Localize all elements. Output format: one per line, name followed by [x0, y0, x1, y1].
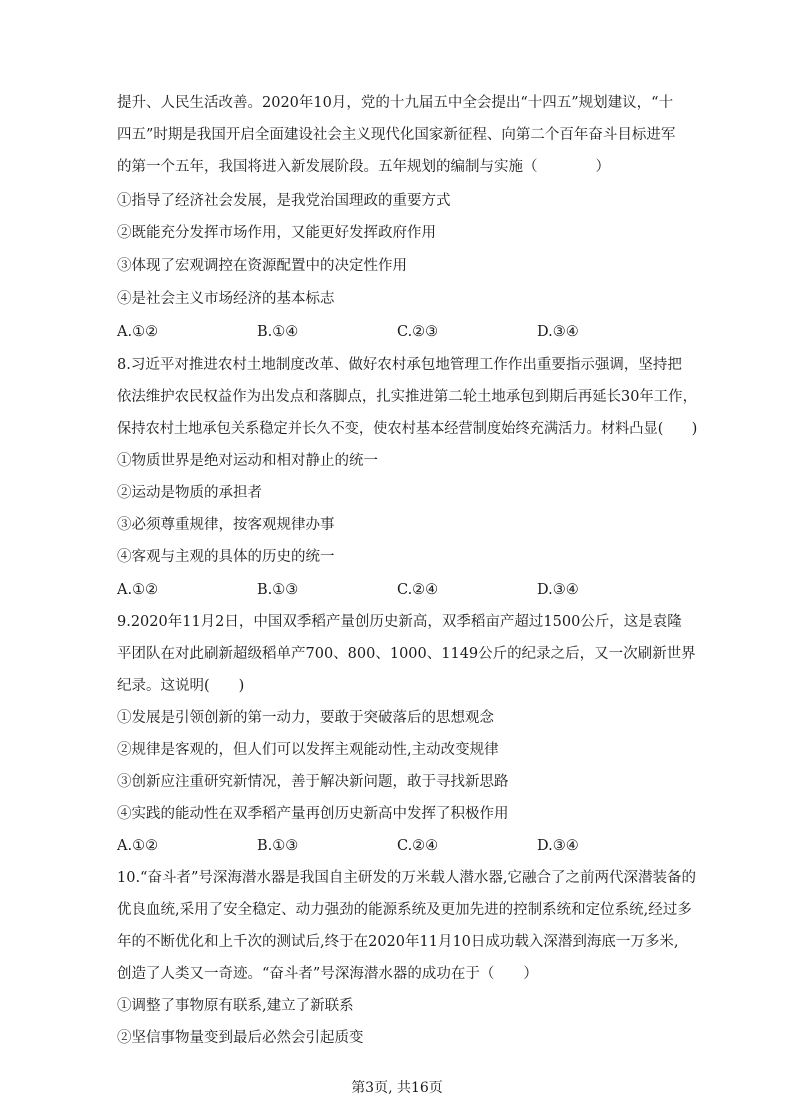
q10-text-line-2: 优良血统,采用了安全稳定、动力强劲的能源系统及更加先进的控制系统和定位系统,经过多: [117, 902, 692, 918]
q10-text-line-4: 创造了人类又一奇迹。“奋斗者”号深海潜水器的成功在于（ ）: [117, 966, 538, 982]
q9-statement-3: ③创新应注重研究新情况，善于解决新问题，敢于寻找新思路: [117, 774, 509, 790]
q8-statement-1: ①物质世界是绝对运动和相对静止的统一: [117, 453, 378, 469]
q7-option-b: B.①④: [257, 324, 299, 340]
q9-option-a: A.①②: [117, 838, 159, 854]
q8-option-c: C.②④: [397, 582, 439, 598]
q9-statement-2: ②规律是客观的，但人们可以发挥主观能动性,主动改变规律: [117, 742, 499, 758]
q9-options: [117, 836, 717, 856]
q8-option-b: B.①③: [257, 582, 299, 598]
q7-option-c: C.②③: [397, 324, 439, 340]
q9-statement-1: ①发展是引领创新的第一动力，要敢于突破落后的思想观念: [117, 710, 494, 726]
q7-option-a: A.①②: [117, 324, 159, 340]
q9-text-line-3: 纪录。这说明( ): [117, 678, 245, 694]
q8-text-line-1: 8.习近平对推进农村土地制度改革、做好农村承包地管理工作作出重要指示强调，坚持把: [117, 357, 682, 373]
q9-option-b: B.①③: [257, 838, 299, 854]
q10-statement-2: ②坚信事物量变到最后必然会引起质变: [117, 1030, 364, 1046]
q8-text-line-3: 保持农村土地承包关系稳定并长久不变，使农村基本经营制度始终充满活力。材料凸显( ): [117, 421, 698, 437]
q9-statement-4: ④实践的能动性在双季稻产量再创历史新高中发挥了积极作用: [117, 806, 509, 822]
q7-options: [117, 322, 717, 342]
q9-option-c: C.②④: [397, 838, 439, 854]
q7-text-line-3: 的第一个五年，我国将进入新发展阶段。五年规划的编制与实施（ ）: [117, 159, 610, 175]
q9-option-d: D.③④: [537, 838, 579, 854]
q7-statement-4: ④是社会主义市场经济的基本标志: [117, 291, 335, 307]
q7-statement-2: ②既能充分发挥市场作用，又能更好发挥政府作用: [117, 225, 436, 241]
q7-statement-3: ③体现了宏观调控在资源配置中的决定性作用: [117, 258, 407, 274]
page-number: 第3页, 共16页: [351, 1080, 443, 1096]
q7-option-d: D.③④: [537, 324, 579, 340]
q10-statement-1: ①调整了事物原有联系,建立了新联系: [117, 998, 354, 1014]
q8-statement-3: ③必须尊重规律，按客观规律办事: [117, 517, 335, 533]
q9-text-line-1: 9.2020年11月2日，中国双季稻产量创历史新高，双季稻亩产超过1500公斤，这是袁隆: [117, 614, 682, 630]
q8-option-a: A.①②: [117, 582, 159, 598]
q8-options: [117, 580, 717, 600]
q9-text-line-2: 平团队在对此刷新超级稻单产700、800、1000、1149公斤的纪录之后，又一次刷新世界: [117, 646, 696, 662]
q10-text-line-3: 年的不断优化和上千次的测试后,终于在2020年11月10日成功载入深潜到海底一万多米,: [117, 934, 679, 950]
q8-statement-2: ②运动是物质的承担者: [117, 485, 262, 501]
q7-text-line-1: 提升、人民生活改善。2020年10月，党的十九届五中全会提出“十四五”规划建议，“十: [117, 95, 674, 111]
q8-option-d: D.③④: [537, 582, 579, 598]
q8-text-line-2: 依法维护农民权益作为出发点和落脚点，扎实推进第二轮土地承包到期后再延长30年工作，: [117, 389, 697, 405]
q8-statement-4: ④客观与主观的具体的历史的统一: [117, 549, 335, 565]
q7-text-line-2: 四五”时期是我国开启全面建设社会主义现代化国家新征程、向第二个百年奋斗目标进军: [117, 127, 676, 143]
q7-statement-1: ①指导了经济社会发展，是我党治国理政的重要方式: [117, 193, 451, 209]
q10-text-line-1: 10.“奋斗者”号深海潜水器是我国自主研发的万米载人潜水器,它融合了之前两代深潜装备的: [117, 870, 696, 886]
